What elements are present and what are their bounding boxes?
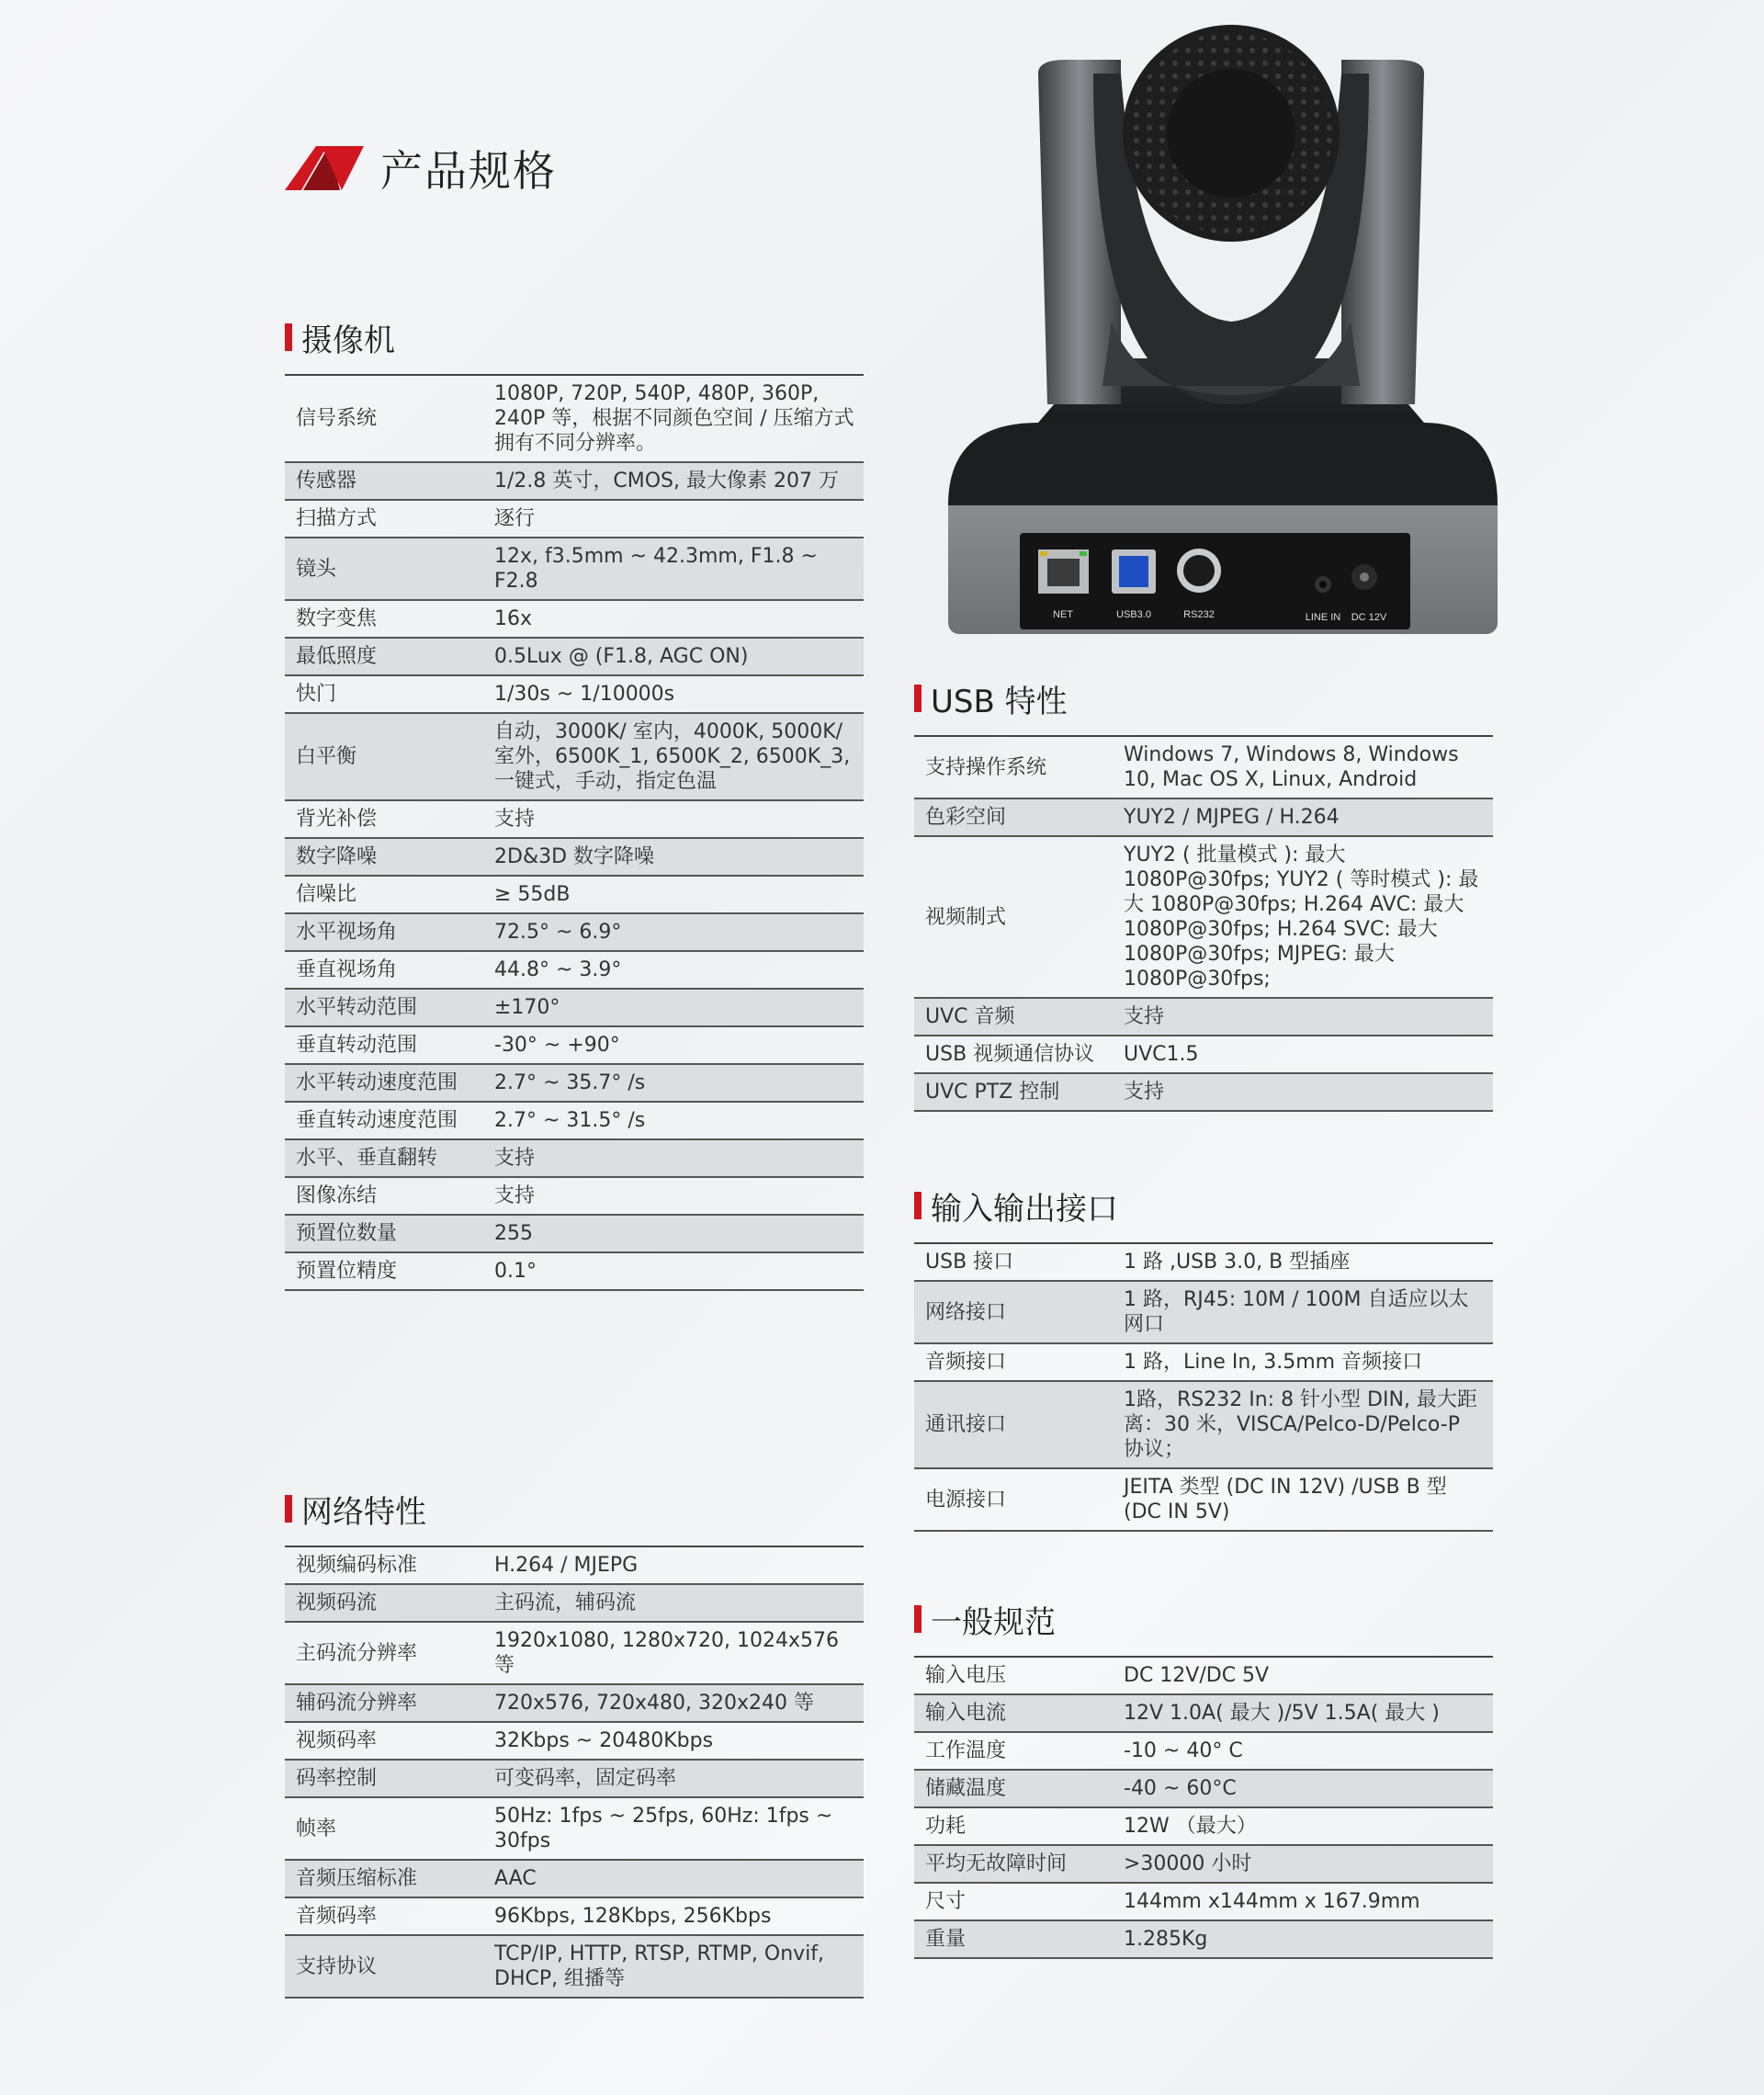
spec-value: 12x, f3.5mm ~ 42.3mm, F1.8 ~ F2.8 <box>494 538 864 600</box>
spec-table <box>914 1656 1493 1959</box>
spec-row <box>285 1722 864 1760</box>
section-title: 摄像机 <box>301 322 395 359</box>
dc-port-label: DC 12V <box>1351 612 1387 623</box>
spec-label: 垂直视场角 <box>285 951 494 989</box>
spec-value: 1920x1080, 1280x720, 1024x576 等 <box>494 1622 864 1684</box>
spec-label: 传感器 <box>285 462 494 500</box>
spec-label: 预置位精度 <box>285 1252 494 1290</box>
spec-value: TCP/IP, HTTP, RTSP, RTMP, Onvif, DHCP, 组播等 <box>494 1935 864 1998</box>
spec-row <box>914 1920 1493 1958</box>
spec-label: 工作温度 <box>914 1732 1124 1770</box>
spec-label: 帧率 <box>285 1797 494 1860</box>
general-specs-section <box>914 1599 1493 1959</box>
net-port-label: NET <box>1053 609 1073 620</box>
spec-row <box>285 1584 864 1622</box>
spec-row <box>285 500 864 538</box>
spec-label: 图像冻结 <box>285 1177 494 1215</box>
spec-row <box>285 800 864 838</box>
spec-row <box>914 1343 1493 1381</box>
spec-value: YUY2 ( 批量模式 ): 最大 1080P@30fps; YUY2 ( 等时模式 ): 最大 1080P@30fps; H.264 AVC: 最大 1080P@30fps; H.264 SVC: 最大 1080P@30fps; MJPEG: 最大 1080P@30fps; <box>1124 836 1493 998</box>
spec-value: 1 路 ,USB 3.0, B 型插座 <box>1124 1243 1493 1281</box>
spec-label: 音频接口 <box>914 1343 1124 1381</box>
rs232-port-label: RS232 <box>1183 609 1215 620</box>
spec-value: 2D&3D 数字降噪 <box>494 838 864 876</box>
spec-label: 主码流分辨率 <box>285 1622 494 1684</box>
spec-value: 50Hz: 1fps ~ 25fps, 60Hz: 1fps ~ 30fps <box>494 1797 864 1860</box>
spec-value: ≥ 55dB <box>494 876 864 913</box>
spec-row <box>285 838 864 876</box>
spec-value: 逐行 <box>494 500 864 538</box>
section-heading <box>914 1185 1493 1226</box>
spec-label: UVC PTZ 控制 <box>914 1073 1124 1111</box>
spec-row <box>285 1546 864 1584</box>
spec-row <box>285 876 864 913</box>
spec-row <box>285 675 864 713</box>
spec-row <box>285 1622 864 1684</box>
spec-value: 12V 1.0A( 最大 )/5V 1.5A( 最大 ) <box>1124 1694 1493 1732</box>
section-title: USB 特性 <box>931 683 1068 720</box>
network-specs-section <box>285 1489 864 1999</box>
spec-label: 水平、垂直翻转 <box>285 1139 494 1177</box>
spec-table <box>914 735 1493 1112</box>
section-heading <box>914 1599 1493 1639</box>
spec-label: 色彩空间 <box>914 798 1124 836</box>
spec-row <box>285 1215 864 1252</box>
page-header <box>285 138 557 198</box>
spec-label: UVC 音频 <box>914 998 1124 1036</box>
spec-value: Windows 7, Windows 8, Windows 10, Mac OS X, Linux, Android <box>1124 736 1493 798</box>
camera-specs-section <box>285 317 864 1291</box>
spec-label: 网络接口 <box>914 1281 1124 1343</box>
spec-value: 2.7° ~ 31.5° /s <box>494 1102 864 1139</box>
spec-label: 辅码流分辨率 <box>285 1684 494 1722</box>
spec-row <box>285 713 864 800</box>
spec-row <box>285 538 864 600</box>
section-heading <box>285 317 864 357</box>
spec-label: 重量 <box>914 1920 1124 1958</box>
spec-row <box>285 1026 864 1064</box>
spec-value: 1.285Kg <box>1124 1920 1493 1958</box>
spec-value: JEITA 类型 (DC IN 12V) /USB B 型 (DC IN 5V) <box>1124 1468 1493 1531</box>
spec-row <box>285 1177 864 1215</box>
spec-label: 输入电流 <box>914 1694 1124 1732</box>
usb-port-label: USB3.0 <box>1116 609 1151 620</box>
spec-row <box>914 1468 1493 1531</box>
spec-value: YUY2 / MJPEG / H.264 <box>1124 798 1493 836</box>
spec-value: 支持 <box>1124 1073 1493 1111</box>
spec-label: 电源接口 <box>914 1468 1124 1531</box>
spec-value: 1/2.8 英寸，CMOS, 最大像素 207 万 <box>494 462 864 500</box>
spec-value: 2.7° ~ 35.7° /s <box>494 1064 864 1102</box>
spec-label: 水平视场角 <box>285 913 494 951</box>
spec-label: 扫描方式 <box>285 500 494 538</box>
io-specs-section <box>914 1185 1493 1532</box>
spec-label: 数字降噪 <box>285 838 494 876</box>
spec-label: 尺寸 <box>914 1883 1124 1920</box>
spec-row <box>914 836 1493 998</box>
spec-row <box>914 1732 1493 1770</box>
spec-row <box>914 1883 1493 1920</box>
spec-label: 输入电压 <box>914 1657 1124 1694</box>
spec-row <box>914 1243 1493 1281</box>
spec-value: 720x576, 720x480, 320x240 等 <box>494 1684 864 1722</box>
spec-value: >30000 小时 <box>1124 1845 1493 1883</box>
spec-value: -10 ~ 40° C <box>1124 1732 1493 1770</box>
section-title: 一般规范 <box>931 1603 1056 1641</box>
spec-label: 视频码流 <box>285 1584 494 1622</box>
spec-label: 信噪比 <box>285 876 494 913</box>
spec-value: 12W （最大） <box>1124 1807 1493 1845</box>
spec-table <box>285 374 864 1291</box>
spec-value: 1 路，RJ45: 10M / 100M 自适应以太网口 <box>1124 1281 1493 1343</box>
spec-label: 平均无故障时间 <box>914 1845 1124 1883</box>
spec-label: 音频码率 <box>285 1897 494 1935</box>
spec-value: 主码流，辅码流 <box>494 1584 864 1622</box>
spec-label: USB 接口 <box>914 1243 1124 1281</box>
spec-row <box>285 1760 864 1797</box>
spec-row <box>285 1860 864 1897</box>
spec-value: 72.5° ~ 6.9° <box>494 913 864 951</box>
spec-row <box>914 1281 1493 1343</box>
spec-value: 1路，RS232 In: 8 针小型 DIN, 最大距离：30 米，VISCA/Pelco-D/Pelco-P 协议； <box>1124 1381 1493 1468</box>
spec-label: 视频码率 <box>285 1722 494 1760</box>
section-marker-icon <box>914 685 922 712</box>
section-heading <box>914 678 1493 719</box>
spec-label: 背光补偿 <box>285 800 494 838</box>
spec-label: 音频压缩标准 <box>285 1860 494 1897</box>
spec-row <box>914 1770 1493 1807</box>
spec-value: 1080P, 720P, 540P, 480P, 360P, 240P 等，根据不同颜色空间 / 压缩方式拥有不同分辨率。 <box>494 375 864 462</box>
spec-value: 自动，3000K/ 室内，4000K, 5000K/ 室外，6500K_1, 6500K_2, 6500K_3, 一键式，手动，指定色温 <box>494 713 864 800</box>
spec-value: 44.8° ~ 3.9° <box>494 951 864 989</box>
spec-row <box>914 798 1493 836</box>
spec-label: 码率控制 <box>285 1760 494 1797</box>
spec-label: 垂直转动范围 <box>285 1026 494 1064</box>
spec-label: 白平衡 <box>285 713 494 800</box>
spec-row <box>914 1036 1493 1073</box>
spec-row <box>914 1845 1493 1883</box>
spec-row <box>914 998 1493 1036</box>
spec-label: 信号系统 <box>285 375 494 462</box>
spec-row <box>914 736 1493 798</box>
spec-value: 32Kbps ~ 20480Kbps <box>494 1722 864 1760</box>
spec-label: 水平转动范围 <box>285 989 494 1026</box>
spec-value: UVC1.5 <box>1124 1036 1493 1073</box>
spec-row <box>914 1694 1493 1732</box>
spec-value: 0.5Lux @ (F1.8, AGC ON) <box>494 638 864 675</box>
spec-row <box>285 1139 864 1177</box>
spec-row <box>285 600 864 638</box>
spec-value: ±170° <box>494 989 864 1026</box>
spec-label: 最低照度 <box>285 638 494 675</box>
spec-value: -40 ~ 60°C <box>1124 1770 1493 1807</box>
spec-label: 储藏温度 <box>914 1770 1124 1807</box>
spec-value: 支持 <box>494 1139 864 1177</box>
spec-value: 可变码率，固定码率 <box>494 1760 864 1797</box>
section-heading <box>285 1489 864 1529</box>
spec-label: 水平转动速度范围 <box>285 1064 494 1102</box>
spec-value: H.264 / MJEPG <box>494 1546 864 1584</box>
spec-row <box>285 638 864 675</box>
spec-label: 垂直转动速度范围 <box>285 1102 494 1139</box>
section-marker-icon <box>285 1495 292 1523</box>
spec-row <box>285 1935 864 1998</box>
spec-table <box>914 1242 1493 1532</box>
spec-label: 视频制式 <box>914 836 1124 998</box>
spec-value: 144mm x144mm x 167.9mm <box>1124 1883 1493 1920</box>
spec-row <box>285 462 864 500</box>
spec-label: 支持操作系统 <box>914 736 1124 798</box>
spec-value: -30° ~ +90° <box>494 1026 864 1064</box>
spec-label: 功耗 <box>914 1807 1124 1845</box>
spec-row <box>914 1807 1493 1845</box>
spec-value: 支持 <box>1124 998 1493 1036</box>
spec-row <box>285 989 864 1026</box>
page-title: 产品规格 <box>380 146 557 196</box>
spec-table <box>285 1546 864 1999</box>
section-marker-icon <box>285 323 292 351</box>
spec-row <box>285 951 864 989</box>
section-title: 网络特性 <box>301 1493 426 1531</box>
spec-value: 支持 <box>494 800 864 838</box>
spec-value: 0.1° <box>494 1252 864 1290</box>
section-marker-icon <box>914 1605 922 1633</box>
spec-label: 预置位数量 <box>285 1215 494 1252</box>
spec-label: USB 视频通信协议 <box>914 1036 1124 1073</box>
spec-value: 255 <box>494 1215 864 1252</box>
spec-value: 96Kbps, 128Kbps, 256Kbps <box>494 1897 864 1935</box>
brand-logo-icon <box>285 146 364 190</box>
spec-value: DC 12V/DC 5V <box>1124 1657 1493 1694</box>
spec-label: 视频编码标准 <box>285 1546 494 1584</box>
section-marker-icon <box>914 1192 922 1219</box>
section-title: 输入输出接口 <box>931 1190 1118 1228</box>
spec-row <box>914 1073 1493 1111</box>
spec-label: 快门 <box>285 675 494 713</box>
spec-label: 通讯接口 <box>914 1381 1124 1468</box>
spec-label: 数字变焦 <box>285 600 494 638</box>
spec-row <box>285 1252 864 1290</box>
spec-row <box>285 375 864 462</box>
spec-value: 16x <box>494 600 864 638</box>
line-in-port-label: LINE IN <box>1305 612 1341 623</box>
spec-row <box>285 1102 864 1139</box>
spec-row <box>914 1381 1493 1468</box>
spec-row <box>285 1797 864 1860</box>
spec-value: 支持 <box>494 1177 864 1215</box>
spec-value: 1 路，Line In, 3.5mm 音频接口 <box>1124 1343 1493 1381</box>
spec-row <box>285 1684 864 1722</box>
spec-row <box>285 913 864 951</box>
spec-label: 支持协议 <box>285 1935 494 1998</box>
spec-label: 镜头 <box>285 538 494 600</box>
spec-value: 1/30s ~ 1/10000s <box>494 675 864 713</box>
spec-value: AAC <box>494 1860 864 1897</box>
camera-rear-image <box>937 18 1516 643</box>
spec-row <box>285 1897 864 1935</box>
usb-specs-section <box>914 678 1493 1112</box>
spec-row <box>285 1064 864 1102</box>
spec-row <box>914 1657 1493 1694</box>
